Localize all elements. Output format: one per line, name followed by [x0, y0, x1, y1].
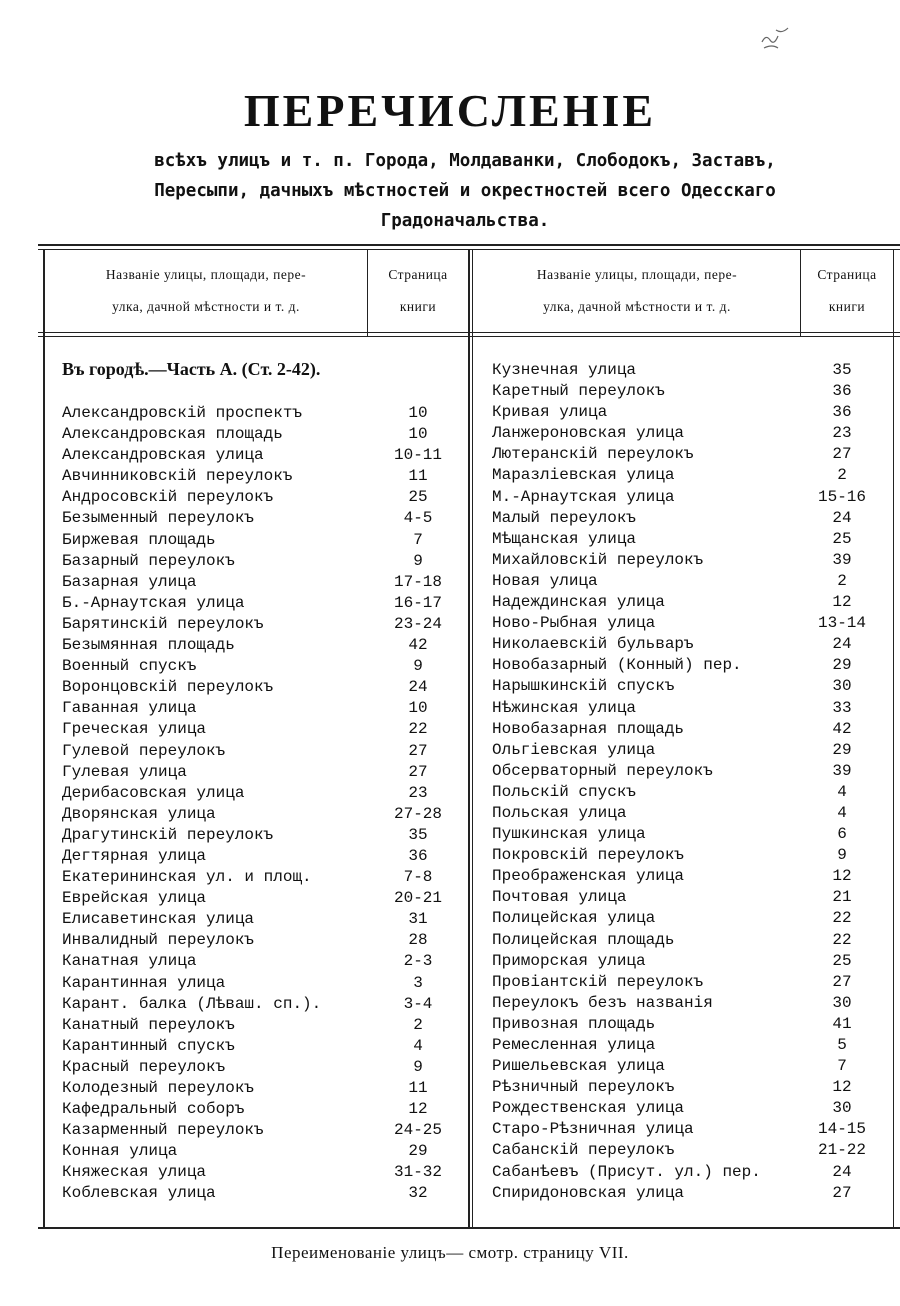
- street-name: Ришельевская улица: [492, 1057, 665, 1076]
- street-name: Конная улица: [62, 1142, 178, 1161]
- table-right-border: [893, 250, 894, 1227]
- list-item: [62, 530, 462, 551]
- street-name: Сабанскій переулокъ: [492, 1141, 675, 1160]
- page-number: 2: [837, 466, 847, 485]
- street-name: Новобазарный (Конный) пер.: [492, 656, 742, 675]
- list-item: [492, 1098, 892, 1119]
- page-title: ПЕРЕЧИСЛЕНІЕ: [243, 85, 657, 136]
- header-page-col-right: [802, 259, 892, 323]
- list-item: [492, 930, 892, 951]
- street-name: Ланжероновская улица: [492, 424, 685, 443]
- list-item: [62, 1141, 462, 1162]
- street-name: Пушкинская улица: [492, 825, 646, 844]
- page-number: 2: [837, 571, 847, 590]
- street-name: Авчинниковскій переулокъ: [62, 467, 293, 486]
- street-name: Канатный переулокъ: [62, 1015, 235, 1034]
- street-name: Старо-Рѣзничная улица: [492, 1120, 694, 1139]
- page-number: 24: [832, 1162, 852, 1181]
- list-item: [62, 1162, 462, 1183]
- list-item: [492, 1056, 892, 1077]
- page-number: 22: [832, 930, 852, 949]
- page-number: 10-11: [393, 446, 442, 465]
- left-street-list: [62, 403, 462, 1205]
- street-name: Дегтярная улица: [62, 846, 207, 865]
- list-item: [62, 698, 462, 719]
- header-text: Названіе улицы, площади, пере-: [536, 267, 738, 282]
- list-item: [62, 487, 462, 508]
- list-item: [62, 677, 462, 698]
- list-item: [492, 550, 892, 571]
- list-item: [62, 930, 462, 951]
- street-name: Лютеранскій переулокъ: [492, 445, 694, 464]
- list-item: [62, 1183, 462, 1204]
- page-number: 12: [832, 867, 852, 886]
- street-name: Военный спускъ: [62, 657, 197, 676]
- street-name: Гулевой переулокъ: [62, 741, 226, 760]
- list-item: [492, 1014, 892, 1035]
- page-number: 23: [408, 783, 428, 802]
- list-item: [492, 1035, 892, 1056]
- page-number: 27-28: [393, 804, 442, 823]
- page-number: 21: [832, 888, 852, 907]
- list-item: [492, 676, 892, 697]
- list-item: [492, 444, 892, 465]
- list-item: [492, 592, 892, 613]
- page-number: 25: [832, 951, 852, 970]
- page-number: 7: [837, 1057, 847, 1076]
- header-text: улка, дачной мѣстности и т. д.: [112, 299, 300, 314]
- street-name: Надеждинская улица: [492, 593, 665, 612]
- list-item: [492, 381, 892, 402]
- list-item: [492, 1077, 892, 1098]
- street-name: Мѣщанская улица: [492, 529, 637, 548]
- street-name: Почтовая улица: [492, 888, 627, 907]
- list-item: [492, 487, 892, 508]
- list-item: [492, 402, 892, 423]
- list-item: [62, 909, 462, 930]
- page-number: 11: [408, 1079, 428, 1097]
- page-number: 24-25: [393, 1121, 442, 1140]
- page-number: 10: [408, 699, 428, 718]
- header-name-col-right: [475, 259, 799, 323]
- page-number: 28: [408, 931, 428, 950]
- page-number: 9: [837, 846, 847, 865]
- page-number: 29: [832, 740, 852, 759]
- page-number: 4: [413, 1036, 423, 1055]
- list-item: [492, 571, 892, 592]
- list-item: [62, 1036, 462, 1057]
- list-item: [62, 403, 462, 424]
- street-name: Покровскій переулокъ: [492, 846, 685, 865]
- page-number: 9: [413, 657, 423, 676]
- street-name: Кафедральный соборъ: [62, 1100, 245, 1119]
- list-item: [492, 465, 892, 486]
- street-name: Нѣжинская улица: [492, 698, 637, 717]
- header-text: Страница: [388, 267, 448, 282]
- street-name: Дворянская улица: [62, 804, 216, 823]
- page-number: 5: [837, 1036, 847, 1054]
- list-item: [62, 719, 462, 740]
- page-number: 12: [832, 593, 852, 612]
- page-number: 20-21: [393, 889, 442, 908]
- page-number: 11: [408, 467, 428, 486]
- page-number: 36: [832, 382, 852, 401]
- street-name: Малый переулокъ: [492, 508, 637, 527]
- street-name: Безымянная площадь: [62, 636, 235, 655]
- street-name: Карантинный спускъ: [62, 1036, 235, 1055]
- page-footer: Переименованіе улицъ— смотр. страницу VII.: [271, 1243, 629, 1262]
- street-name: Александровскій проспектъ: [62, 404, 303, 422]
- street-name: Греческая улица: [62, 720, 207, 739]
- header-name-col-left: [46, 259, 366, 323]
- list-item: [492, 908, 892, 929]
- list-item: [492, 698, 892, 719]
- list-item: [62, 572, 462, 593]
- page-number: 35: [408, 825, 428, 844]
- street-name: Полицейская улица: [492, 909, 656, 928]
- page-number: 9: [413, 1057, 423, 1076]
- list-item: [492, 803, 892, 824]
- list-item: [62, 424, 462, 445]
- street-name: Преображенская улица: [492, 867, 685, 886]
- street-name: Польская улица: [492, 803, 627, 822]
- page-number: 31: [408, 910, 428, 929]
- page-number: 9: [413, 551, 423, 570]
- page-number: 4: [837, 803, 847, 822]
- handwritten-mark: [758, 22, 798, 52]
- page-number: 24: [832, 635, 852, 654]
- subtitle-line: Градоначальства.: [380, 211, 550, 231]
- street-name: Барятинскій переулокъ: [62, 614, 264, 633]
- page-number: 17-18: [393, 572, 442, 591]
- street-name: Провіантскій переулокъ: [492, 972, 704, 991]
- list-item: [62, 614, 462, 635]
- street-name: Михайловскій переулокъ: [492, 550, 704, 569]
- page-number: 12: [832, 1078, 852, 1097]
- header-text: книги: [399, 299, 437, 314]
- page-number: 39: [832, 550, 852, 569]
- street-name: Ремесленная улица: [492, 1036, 656, 1054]
- street-name: Гулевая улица: [62, 762, 187, 781]
- street-name: Канатная улица: [62, 952, 197, 971]
- list-item: [492, 360, 892, 381]
- page-number: 27: [408, 762, 428, 781]
- header-text: Страница: [817, 267, 877, 282]
- page-number: 3-4: [403, 994, 433, 1013]
- street-name: Б.-Арнаутская улица: [62, 593, 245, 612]
- street-name: Сабанѣевъ (Присут. ул.) пер.: [492, 1162, 761, 1181]
- list-item: [62, 656, 462, 677]
- street-name: Коблевская улица: [62, 1184, 216, 1203]
- list-item: [492, 508, 892, 529]
- page-number: 36: [408, 846, 428, 865]
- list-item: [492, 845, 892, 866]
- street-name: Гаванная улица: [62, 699, 197, 718]
- header-text: улка, дачной мѣстности и т. д.: [543, 299, 731, 314]
- page-number: 27: [832, 972, 852, 991]
- page-number: 4: [837, 782, 847, 801]
- list-item: [492, 782, 892, 803]
- page-number: 23: [832, 424, 852, 443]
- page-number: 39: [832, 761, 852, 780]
- street-name: Кузнечная улица: [492, 361, 637, 379]
- street-name: Спиридоновская улица: [492, 1183, 685, 1202]
- street-name: Приморская улица: [492, 951, 646, 970]
- page-number: 27: [832, 1183, 852, 1202]
- page-number: 24: [832, 508, 852, 527]
- page-number: 24: [408, 678, 428, 697]
- list-item: [62, 825, 462, 846]
- page-number: 42: [408, 636, 428, 655]
- list-item: [492, 887, 892, 908]
- page-number: 42: [832, 719, 852, 738]
- list-item: [62, 1015, 462, 1036]
- list-item: [492, 951, 892, 972]
- list-item: [62, 973, 462, 994]
- list-item: [62, 466, 462, 487]
- street-name: Драгутинскій переулокъ: [62, 825, 274, 844]
- page-number: 29: [832, 656, 852, 675]
- street-name: Екатерининская ул. и площ.: [62, 868, 312, 887]
- street-name: Кривая улица: [492, 403, 608, 422]
- list-item: [492, 719, 892, 740]
- street-name: Привозная площадь: [492, 1014, 656, 1033]
- list-item: [492, 423, 892, 444]
- list-item: [492, 972, 892, 993]
- street-name: Воронцовскій переулокъ: [62, 678, 274, 697]
- street-name: Ольгіевская улица: [492, 740, 656, 759]
- list-item: [62, 508, 462, 529]
- section-title: Въ городѣ.—Часть А. (Ст. 2-42).: [62, 359, 321, 379]
- street-name: Николаевскій бульваръ: [492, 635, 694, 654]
- list-item: [62, 951, 462, 972]
- street-name: Обсерваторный переулокъ: [492, 761, 713, 780]
- page-number: 30: [832, 677, 852, 696]
- list-item: [62, 741, 462, 762]
- street-name: Александровская площадь: [62, 425, 283, 444]
- list-item: [62, 593, 462, 614]
- list-item: [62, 1057, 462, 1078]
- list-item: [492, 634, 892, 655]
- list-item: [492, 993, 892, 1014]
- list-item: [492, 613, 892, 634]
- page-number: 27: [408, 741, 428, 760]
- page-number: 33: [832, 698, 852, 717]
- list-item: [62, 1078, 462, 1099]
- list-item: [62, 762, 462, 783]
- street-name: Александровская улица: [62, 446, 264, 465]
- subtitle-line: Пересыпи, дачныхъ мѣстностей и окрестностей всего Одесскаго: [154, 181, 776, 201]
- page-number: 7: [413, 530, 423, 549]
- page-number: 36: [832, 403, 852, 422]
- page-number: 13-14: [817, 614, 866, 633]
- header-text: Названіе улицы, площади, пере-: [105, 267, 307, 282]
- street-name: Еврейская улица: [62, 889, 207, 908]
- list-item: [492, 655, 892, 676]
- list-item: [62, 846, 462, 867]
- list-item: [62, 551, 462, 572]
- street-name: Полицейская площадь: [492, 930, 675, 949]
- page-number: 35: [832, 361, 852, 379]
- list-item: [492, 529, 892, 550]
- page-number: 29: [408, 1142, 428, 1161]
- list-item: [62, 994, 462, 1015]
- street-name: Нарышкинскій спускъ: [492, 677, 675, 696]
- street-name: Карант. балка (Лѣваш. сп.).: [62, 994, 322, 1013]
- street-name: Безыменный переулокъ: [62, 509, 255, 528]
- street-name: Ново-Рыбная улица: [492, 614, 656, 633]
- list-item: [492, 1183, 892, 1204]
- list-item: [492, 1162, 892, 1183]
- page-number: 2: [413, 1015, 423, 1034]
- page-number: 14-15: [817, 1120, 866, 1139]
- street-name: Дерибасовская улица: [62, 783, 245, 802]
- list-item: [492, 761, 892, 782]
- page-number: 30: [832, 993, 852, 1012]
- page-number: 4-5: [403, 509, 433, 528]
- list-item: [62, 1120, 462, 1141]
- table-left-border: [43, 250, 45, 1227]
- page-number: 31-32: [393, 1163, 442, 1182]
- table-center-divider: [468, 250, 470, 1227]
- list-item: [62, 1099, 462, 1120]
- street-name: Базарный переулокъ: [62, 551, 235, 570]
- street-name: Казарменный переулокъ: [62, 1121, 264, 1140]
- list-item: [492, 824, 892, 845]
- list-item: [492, 1140, 892, 1161]
- page-number: 25: [408, 488, 428, 507]
- column-divider: [800, 250, 801, 336]
- page-number: 3: [413, 973, 423, 992]
- page-number: 10: [408, 404, 428, 422]
- street-name: Биржевая площадь: [62, 530, 216, 549]
- page-number: 32: [408, 1184, 428, 1203]
- page-number: 21-22: [817, 1141, 866, 1160]
- page-number: 41: [832, 1014, 852, 1033]
- page-number: 12: [408, 1100, 428, 1119]
- street-name: Княжеская улица: [62, 1163, 207, 1182]
- list-item: [62, 804, 462, 825]
- street-name: Рѣзничный переулокъ: [492, 1078, 675, 1097]
- street-name: Новая улица: [492, 571, 598, 590]
- page-number: 16-17: [393, 593, 442, 612]
- street-name: Рождественская улица: [492, 1099, 685, 1118]
- page-number: 7-8: [403, 868, 433, 887]
- list-item: [62, 867, 462, 888]
- list-item: [62, 635, 462, 656]
- page-subtitle: [70, 146, 860, 236]
- street-name: Колодезный переулокъ: [62, 1079, 255, 1097]
- page-number: 25: [832, 529, 852, 548]
- street-name: Базарная улица: [62, 572, 197, 591]
- list-item: [62, 783, 462, 804]
- table-center-divider-thin: [472, 250, 473, 1227]
- subtitle-line: всѣхъ улицъ и т. п. Города, Молдаванки, Слободокъ, Заставъ,: [154, 151, 776, 171]
- street-name: Маразліевская улица: [492, 466, 675, 485]
- street-name: Переулокъ безъ названія: [492, 993, 713, 1012]
- page-number: 2-3: [403, 952, 433, 971]
- street-name: Карантинная улица: [62, 973, 226, 992]
- street-name: Красный переулокъ: [62, 1057, 226, 1076]
- page-number: 10: [408, 425, 428, 444]
- table-bottom-rule: [38, 1227, 900, 1229]
- street-name: Новобазарная площадь: [492, 719, 685, 738]
- page-number: 22: [408, 720, 428, 739]
- street-name: М.-Арнаутская улица: [492, 487, 675, 506]
- list-item: [492, 866, 892, 887]
- list-item: [492, 740, 892, 761]
- street-name: Польскій спускъ: [492, 782, 637, 801]
- page-number: 15-16: [817, 487, 866, 506]
- header-page-col-left: [369, 259, 467, 323]
- list-item: [492, 1119, 892, 1140]
- table-top-rule: [38, 244, 900, 246]
- street-name: Инвалидный переулокъ: [62, 931, 255, 950]
- page-number: 27: [832, 445, 852, 464]
- list-item: [62, 445, 462, 466]
- street-name: Елисаветинская улица: [62, 910, 255, 929]
- right-street-list: [492, 360, 892, 1204]
- page-number: 6: [837, 825, 847, 844]
- list-item: [62, 888, 462, 909]
- page-number: 23-24: [393, 614, 442, 633]
- street-name: Каретный переулокъ: [492, 382, 665, 401]
- street-name: Андросовскій переулокъ: [62, 488, 274, 507]
- page-number: 30: [832, 1099, 852, 1118]
- page-number: 22: [832, 909, 852, 928]
- column-divider: [367, 250, 368, 336]
- header-text: книги: [828, 299, 866, 314]
